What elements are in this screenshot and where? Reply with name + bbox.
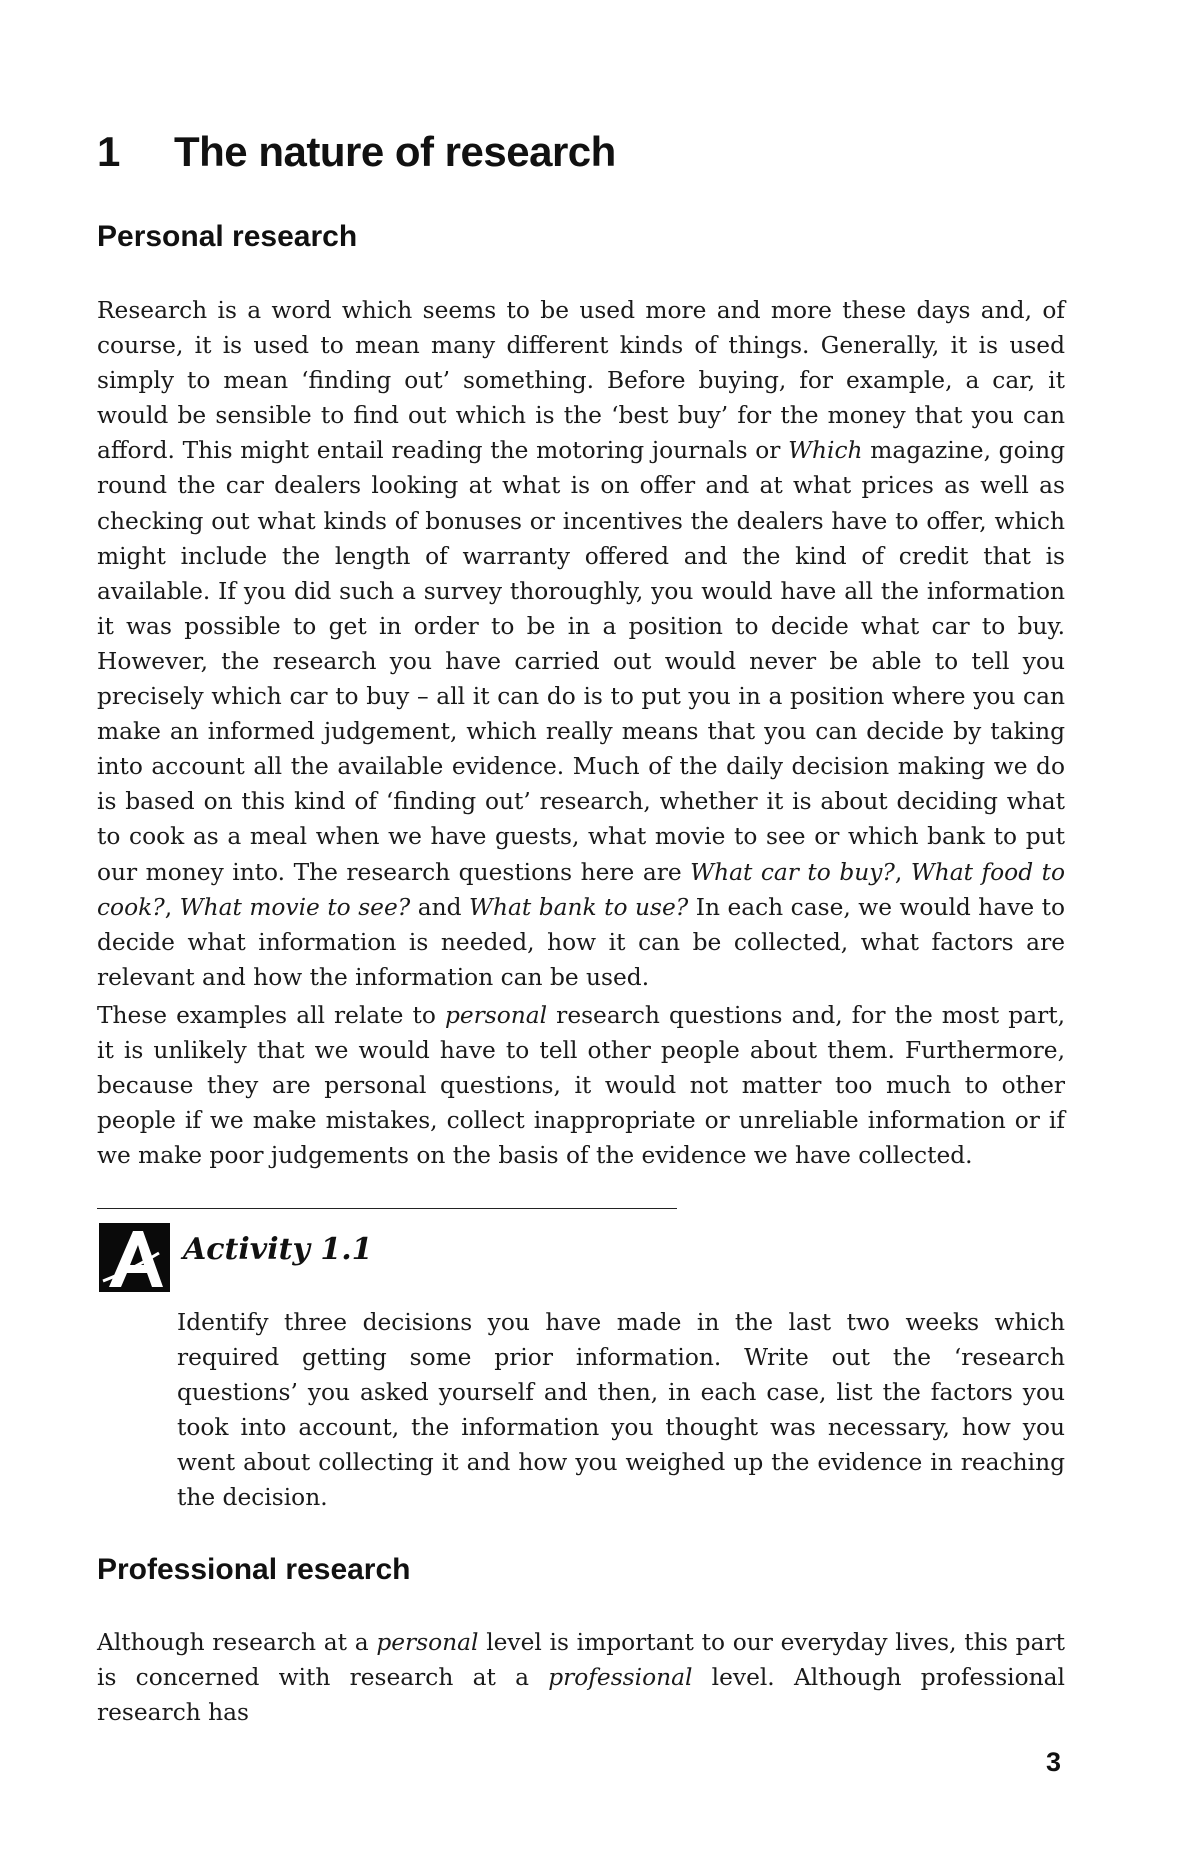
section-heading-professional-research: Professional research xyxy=(97,1553,411,1586)
activity-a-icon xyxy=(99,1223,170,1292)
page-number: 3 xyxy=(1046,1747,1062,1777)
paragraph-personal-research-1: Research is a word which seems to be used more and more these days and, of course, it is used to mean many different kinds of things. Generally, it is used simply to mean ‘finding out’ something. Before buying, for example, a car, it would be sensible to find out which is the ‘best buy’ for the money that you can afford. This might entail reading the motoring journals or Which magazine, going round the car dealers looking at what is on offer and at what prices as well as checking out what kinds of bonuses or incentives the dealers have to offer, which might include the length of warranty offered and the kind of credit that is available. If you did such a survey thoroughly, you would have all the information it was possible to get in order to be in a position to decide what car to buy. However, the research you have carried out would never be able to tell you precisely which car to buy – all it can do is to put you in a position where you can make an informed judgement, which really means that you can decide by taking into account all the available evidence. Much of the daily decision making we do is based on this kind of ‘finding out’ research, whether it is about deciding what to cook as a meal when we have guests, what movie to see or which bank to put our money into. The research questions here are What car to buy?, What food to cook?, What movie to see? and What bank to use? In each case, we would have to decide what information is needed, how it can be collected, what factors are relevant and how the information can be used. xyxy=(97,297,1066,991)
paragraph-professional-research-1: Although research at a personal level is important to our everyday lives, this part is concerned with research at a professional level. Although professional research has xyxy=(97,1629,1065,1727)
section-heading-personal-research: Personal research xyxy=(97,220,358,253)
chapter-title: The nature of research xyxy=(174,128,616,175)
activity-icon xyxy=(99,1223,170,1292)
chapter-number: 1 xyxy=(97,128,120,175)
activity-title: Activity 1.1 xyxy=(183,1232,373,1267)
paragraph-personal-research-2: These examples all relate to personal research questions and, for the most part, it is unlikely that we would have to tell other people about them. Furthermore, because they are personal questions, it would not matter too much to other people if we make mistakes, collect inappropriate or unreliable information or if we make poor judgements on the basis of the evidence we have collected. xyxy=(97,1002,1065,1170)
chapter-heading xyxy=(97,128,616,176)
activity-divider xyxy=(97,1208,677,1209)
activity-body: Identify three decisions you have made in the last two weeks which required getting some prior information. Write out the ‘research questions’ you asked yourself and then, in each case, list the factors you took into account, the information you thought was necessary, how you went about collecting it and how you weighed up the evidence in reaching the decision. xyxy=(177,1309,1065,1512)
